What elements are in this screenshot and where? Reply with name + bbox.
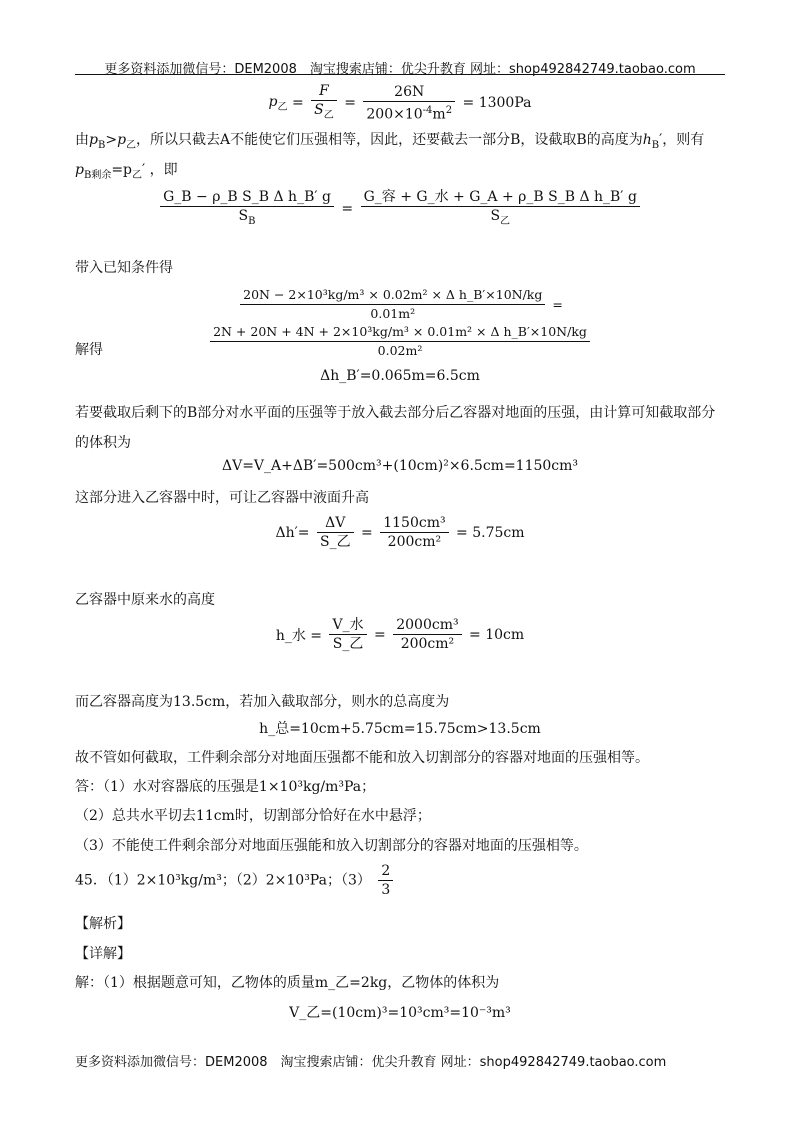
detail-heading: 【详解】	[75, 946, 131, 962]
equation-5: ΔV=V_A+ΔB′=500cm³+(10cm)²×6.5cm=1150cm³	[221, 458, 579, 474]
solution-line-1: 解：（1）根据题意可知，乙物体的质量m_乙=2kg，乙物体的体积为	[75, 975, 500, 991]
eq2-den-sub: B	[248, 215, 256, 227]
eq1-f2-den-sup: -4	[422, 105, 433, 117]
eq6-f1-den: S_乙	[319, 534, 351, 550]
eq7-lhs: h_水 =	[275, 627, 323, 644]
page-header: 更多资料添加微信号：DEM2008 淘宝搜索店铺：优尖升教育 网址：shop492842749.taobao.com	[104, 62, 696, 77]
eq6-fraction-2	[380, 514, 448, 551]
eq2-num: G_B − ρ_B S_B Δ h_B′ g	[160, 188, 334, 207]
eq1-f2-den-unit-sup: 2	[445, 105, 453, 117]
q45-fraction	[378, 862, 393, 899]
eq3-num2: 2N + 20N + 4N + 2×10³kg/m³ × 0.01m² × Δ h_B′×10N/kg	[210, 323, 590, 342]
eq6-fraction-1	[317, 514, 354, 551]
eq3-den: 0.01m²	[370, 306, 416, 321]
eq3-fraction-1	[240, 286, 545, 323]
paragraph-7: 乙容器中原来水的高度	[75, 592, 215, 608]
answer-line-1: 答：（1）水对容器底的压强是1×10³kg/m³Pa；	[75, 779, 376, 795]
eq2-den: S	[238, 208, 249, 224]
eq6-result: = 5.75cm	[456, 524, 525, 541]
eq6-f1-num: ΔV	[317, 514, 354, 533]
eq7-f1-num: V_水	[329, 616, 366, 635]
eq1-f1-num: F	[319, 83, 329, 99]
eq6-f2-den: 200cm²	[387, 534, 442, 550]
p2-c: ′ ，即	[142, 162, 178, 178]
p1-d: p	[117, 132, 127, 148]
p1-b-sub: B	[97, 139, 106, 151]
p2-a-sub: B剩余	[83, 169, 112, 181]
paragraph-6: 这部分进入乙容器中时，可让乙容器中液面升高	[75, 490, 369, 506]
eq6-f2-num: 1150cm³	[380, 514, 448, 533]
analysis-heading: 【解析】	[75, 916, 131, 932]
eq1-f1-den: S	[314, 102, 324, 118]
paragraph-5: 若要截取后剩下的B部分对水平面的压强等于放入截去部分后乙容器对地面的压强，由计算可知截取部分的体积为	[75, 405, 716, 451]
eq2-equals: =	[341, 201, 354, 218]
eq1-lhs: p	[268, 94, 278, 110]
p2-a: p	[75, 162, 84, 178]
eq7-result: = 10cm	[469, 626, 525, 643]
equation-7: h_水 = $\frac{\text{V\_水}}{\text{S\_乙}}$ = $\frac{\text{2000cm³}}{\text{200cm²}}$ = 10cm	[275, 617, 525, 652]
paragraph-8: 而乙容器高度为13.5cm，若加入截取部分，则水的总高度为	[75, 694, 450, 710]
eq2-den2: S	[490, 208, 501, 224]
p1-d-sub: 乙	[126, 139, 137, 151]
eq6-lhs: Δh′=	[275, 524, 310, 541]
eq1-fraction-1	[311, 82, 337, 125]
paragraph-3: 带入已知条件得	[75, 260, 173, 276]
q45-frac-den: 3	[381, 882, 391, 898]
eq1-equals: =	[291, 95, 304, 112]
p1-f: h	[642, 132, 652, 148]
eq1-f1-den-sub: 乙	[323, 109, 334, 121]
equation-4: Δh_B′=0.065m=6.5cm	[320, 368, 480, 384]
q45-text: 45．（1）2×10³kg/m³；（2）2×10³Pa；（3）	[75, 872, 371, 889]
p2-b: =p	[111, 162, 133, 178]
p1-a: 由	[75, 132, 89, 148]
eq7-f2-num: 2000cm³	[393, 616, 461, 635]
eq2-den2-sub: 乙	[500, 215, 511, 227]
page-footer: 更多资料添加微信号：DEM2008 淘宝搜索店铺：优尖升教育 网址：shop492842749.taobao.com	[75, 1055, 667, 1070]
eq2-fraction-2	[361, 188, 640, 231]
eq3-equals: =	[552, 297, 563, 312]
eq1-f2-den: 200×10	[366, 106, 423, 123]
eq1-f2-num: 26N	[363, 83, 455, 102]
eq3-num: 20N − 2×10³kg/m³ × 0.02m² × Δ h_B′×10N/kg	[240, 286, 545, 305]
equation-2	[75, 188, 725, 231]
p1-c: >	[105, 132, 118, 148]
answer-line-2: （2）总共水平切去11cm时，切割部分恰好在水中悬浮；	[75, 808, 431, 824]
eq2-fraction-1	[160, 188, 334, 231]
eq7-f1-den: S_乙	[332, 636, 364, 652]
paragraph-9: 故不管如何截取，工件剩余部分对地面压强都不能和放入切割部分的容器对地面的压强相等。	[75, 750, 649, 766]
eq2-num2: G_容 + G_水 + G_A + ρ_B S_B Δ h_B′ g	[361, 188, 640, 207]
eq3-den2: 0.02m²	[377, 343, 423, 358]
p1-g: ′，则有	[659, 132, 705, 148]
eq1-result: = 1300Pa	[462, 95, 532, 112]
eq7-fraction-2	[393, 616, 461, 653]
equation-6: Δh′= $\frac{\Delta V}{\text{S\_乙}}$ = $\frac{\text{1150cm³}}{\text{200cm²}}$ = 5.75cm	[275, 515, 525, 550]
paragraph-4: 解得	[75, 342, 103, 358]
p1-b: p	[89, 132, 98, 148]
eq1-f2-den-unit: m	[432, 106, 446, 123]
eq1-equals-2: =	[344, 95, 356, 112]
answer-line-3: （3）不能使工件剩余部分对地面压强能和放入切割部分的容器对地面的压强相等。	[75, 838, 588, 854]
q45-frac-num: 2	[378, 862, 393, 881]
header-rule	[75, 74, 725, 75]
p1-f-sub: B	[651, 139, 660, 151]
paragraph-1	[75, 130, 725, 156]
equation-9: V_乙=(10cm)³=10³cm³=10⁻³m³	[289, 1005, 511, 1021]
equation-8: h_总=10cm+5.75cm=15.75cm>13.5cm	[259, 721, 541, 737]
eq1-lhs-sub: 乙	[277, 101, 288, 113]
eq1-fraction-2	[363, 83, 455, 124]
eq7-fraction-1	[329, 616, 366, 653]
paragraph-2	[75, 160, 725, 186]
p2-b-sub: 乙	[132, 169, 143, 181]
eq7-f2-den: 200cm²	[400, 636, 455, 652]
equation-1	[75, 82, 725, 125]
question-45-answer	[75, 862, 725, 899]
p1-e: ，所以只截去A不能使它们压强相等，因此，还要截去一部分B，设截取B的高度为	[136, 132, 643, 148]
